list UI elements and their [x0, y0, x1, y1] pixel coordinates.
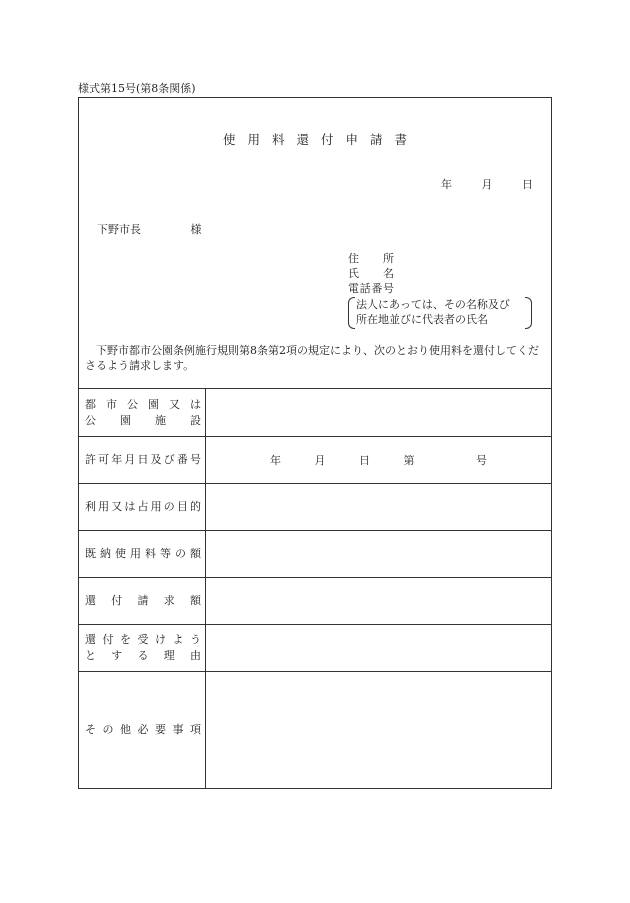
label-refund-reason: 還付を受けよう とする理由	[79, 625, 206, 672]
label-permit-date-number: 許可年月日及び番号	[79, 437, 206, 484]
table-row	[79, 625, 552, 672]
label-refund-amount: 還付請求額	[79, 578, 206, 625]
date-month: 月	[481, 178, 493, 191]
note-bracket-left	[348, 297, 355, 329]
phone-label: 電話番号	[348, 282, 394, 295]
table-row	[79, 437, 552, 484]
table-row	[79, 389, 552, 437]
addressee-name: 下野市長	[97, 223, 141, 236]
addressee-honorific: 様	[190, 223, 202, 236]
table-row	[79, 578, 552, 625]
note-line-2: 所在地並びに代表者の氏名	[356, 313, 488, 326]
value-refund-amount[interactable]	[206, 578, 552, 625]
label-park-facility: 都市公園又は 公園施設	[79, 389, 206, 437]
form-number-label: 様式第15号(第8条関係)	[78, 82, 196, 95]
table-row	[79, 484, 552, 531]
date-day: 日	[522, 178, 533, 191]
value-purpose[interactable]	[206, 484, 552, 531]
table-row	[79, 672, 552, 789]
value-paid-fee[interactable]	[206, 531, 552, 578]
value-park-facility[interactable]	[206, 389, 552, 437]
addressee	[97, 221, 202, 237]
table-row	[79, 531, 552, 578]
address-label: 住所	[348, 252, 394, 265]
corporate-note	[348, 296, 532, 329]
value-permit-date-number[interactable]: 年 月 日 第 号	[206, 437, 552, 484]
fields-table	[78, 388, 552, 789]
date-line	[441, 176, 533, 192]
note-bracket-right	[525, 297, 532, 329]
label-purpose: 利用又は占用の目的	[79, 484, 206, 531]
value-refund-reason[interactable]	[206, 625, 552, 672]
date-year: 年	[441, 178, 452, 191]
label-other-matters: その他必要事項	[79, 672, 206, 789]
application-form-frame	[78, 97, 552, 789]
name-label: 氏名	[348, 267, 394, 280]
request-statement: 下野市都市公園条例施行規則第8条第2項の規定により、次のとおり使用料を還付してくださるよう請求します。	[85, 344, 539, 372]
form-title: 使用料還付申請書	[222, 132, 419, 147]
label-paid-fee: 既納使用料等の額	[79, 531, 206, 578]
note-line-1: 法人にあっては、その名称及び	[356, 298, 510, 311]
applicant-block	[348, 251, 394, 296]
value-other-matters[interactable]	[206, 672, 552, 789]
